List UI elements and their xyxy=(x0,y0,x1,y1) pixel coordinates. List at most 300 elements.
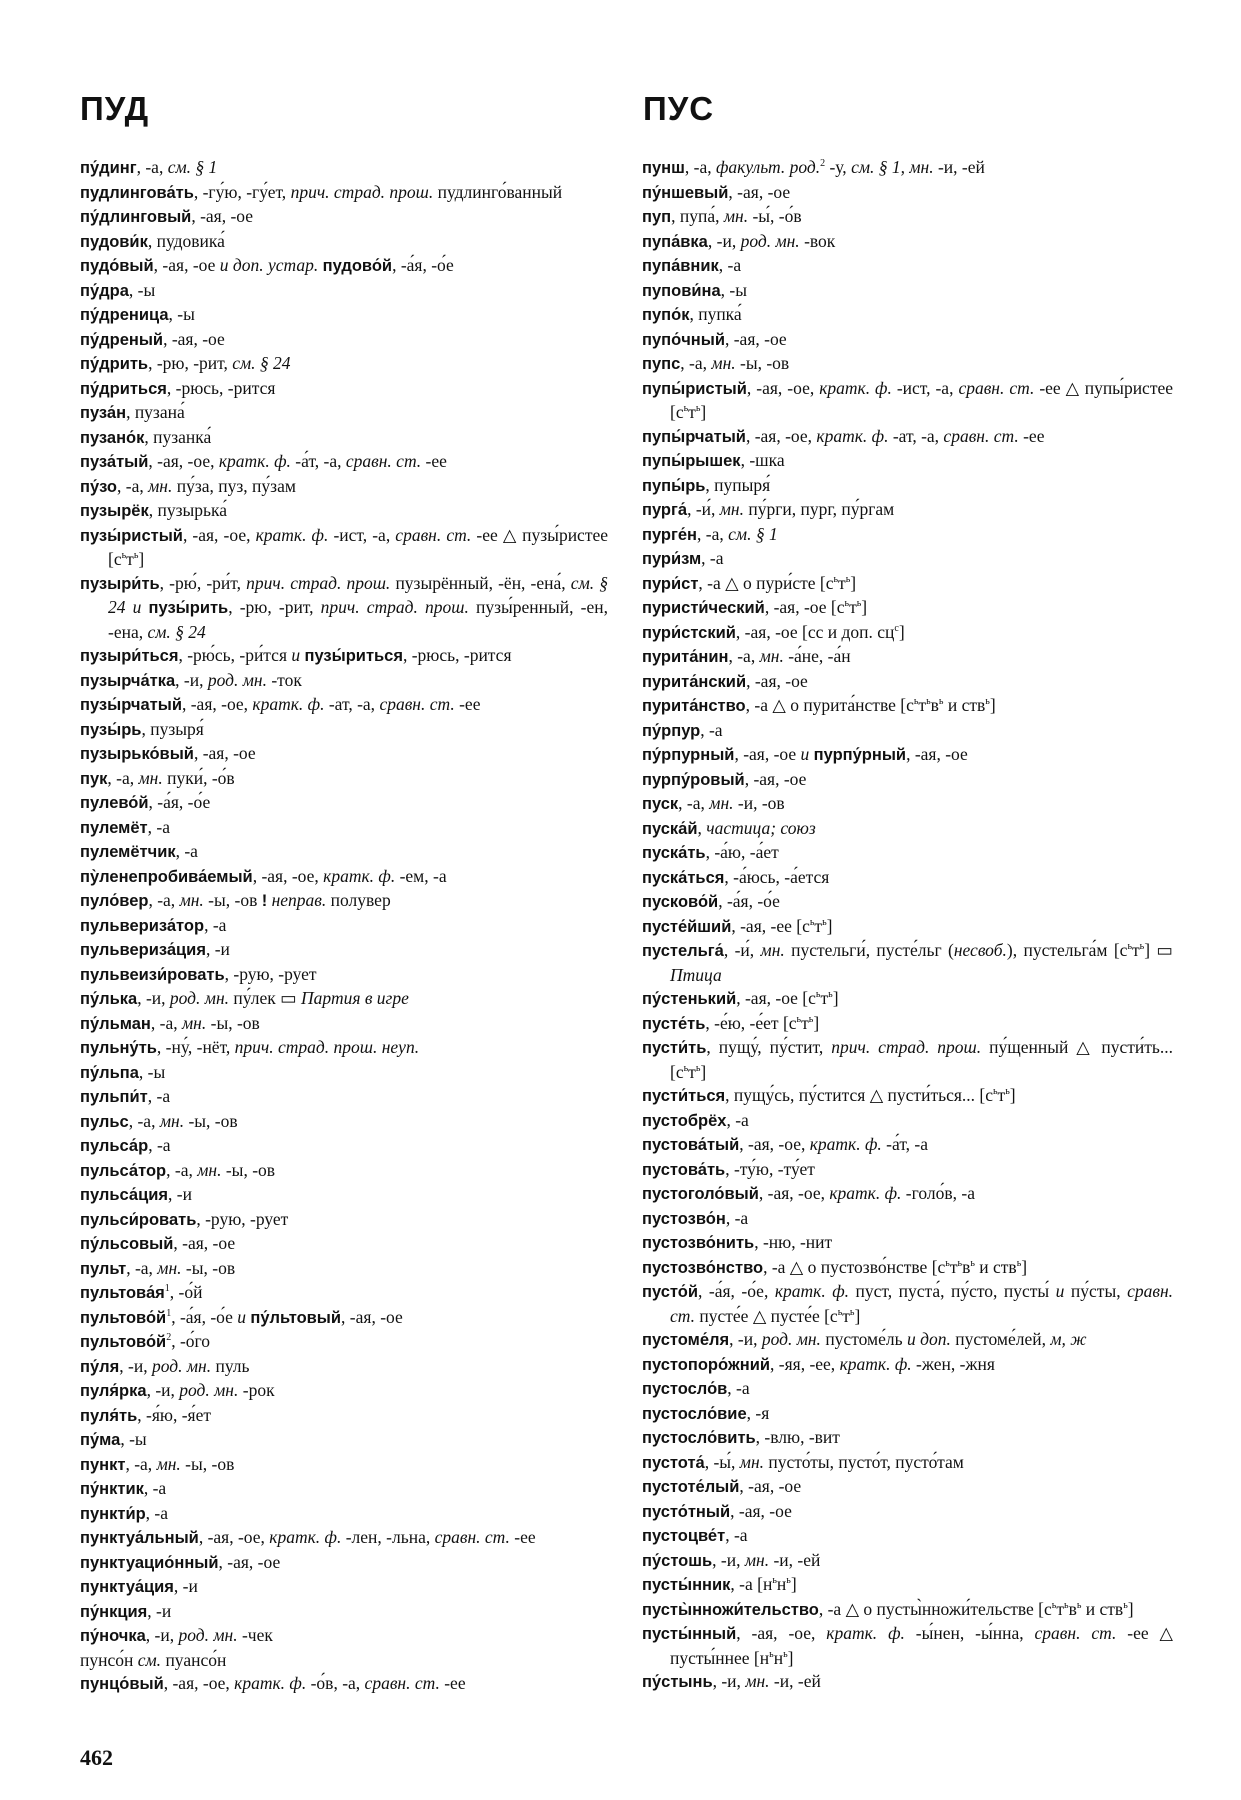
headword: пудови́к xyxy=(80,232,148,251)
dictionary-entry xyxy=(80,1208,608,1233)
dictionary-entry xyxy=(80,1428,608,1453)
entry-text: , -ая, -ое, xyxy=(746,377,820,398)
entry-text: пустоме́лей, xyxy=(950,1329,1051,1349)
grammar-note: прич. страд. прош. xyxy=(246,572,391,593)
entry-text: пу́лек ▭ xyxy=(229,988,302,1008)
headword: пульса́тор xyxy=(80,1161,167,1180)
entry-text: пузырённый, -ён, -ена́, xyxy=(390,572,571,593)
superscript: ь xyxy=(796,1013,802,1025)
headword: пу́рпур xyxy=(642,721,701,740)
grammar-note: кратк. ф. xyxy=(829,1183,902,1203)
entry-text: , -ы xyxy=(120,1429,147,1449)
headword: пузы́рчатый xyxy=(80,696,182,714)
dictionary-entry xyxy=(642,1012,1173,1037)
entry-text: , -а xyxy=(145,1502,169,1523)
grammar-note: и xyxy=(1055,1281,1065,1301)
headword: пупс xyxy=(642,355,681,373)
entry-text: -а́не, -а́н xyxy=(783,646,851,666)
entry-text: ] xyxy=(700,1061,707,1082)
headword: пу́ма xyxy=(80,1431,121,1449)
entry-text: -ы, -ов xyxy=(203,890,262,910)
superscript: 2 xyxy=(820,158,826,170)
entry-text: , -ая, -ое xyxy=(341,1306,403,1327)
entry-text: , -а xyxy=(718,255,742,275)
dictionary-entry xyxy=(642,328,1173,353)
entry-text: , -и, xyxy=(146,1380,180,1400)
grammar-note: род. мн. xyxy=(740,230,800,251)
dictionary-entry xyxy=(80,1232,608,1257)
grammar-note: сравн. ст. xyxy=(364,1673,440,1693)
entry-text: , -а, xyxy=(128,1110,160,1131)
grammar-note: мн. xyxy=(709,793,734,813)
entry-text: ] xyxy=(1127,1598,1134,1619)
headword: пункт xyxy=(80,1455,126,1474)
headword: пу́зо xyxy=(80,477,118,496)
grammar-note: сравн. ст. xyxy=(670,1281,1173,1326)
grammar-note: м, ж xyxy=(1050,1329,1087,1349)
entry-text: т xyxy=(688,402,696,422)
dictionary-entry xyxy=(642,719,1173,744)
grammar-note: сравн. ст. xyxy=(958,377,1035,398)
entry-text: -ы, -ов xyxy=(181,1257,236,1278)
dictionary-entry xyxy=(80,450,608,475)
headword: пу́льпа xyxy=(80,1063,139,1082)
entry-text: т xyxy=(918,695,927,715)
entry-text: т xyxy=(1056,1598,1064,1619)
dictionary-entry xyxy=(80,1453,608,1478)
headword: пулемётчик xyxy=(80,843,176,861)
dictionary-entry xyxy=(642,768,1173,793)
entry-text: , -а xyxy=(726,1109,749,1130)
headword: пурге́н xyxy=(642,525,698,544)
headword: пусто́тный xyxy=(642,1502,731,1521)
entry-text: , -и, xyxy=(712,1549,745,1570)
grammar-note: мн. xyxy=(197,1159,222,1180)
superscript: ь xyxy=(1139,941,1145,953)
entry-text: -ы, -ов xyxy=(206,1012,260,1033)
dictionary-entry xyxy=(80,1183,608,1208)
headword: пуля́ть xyxy=(80,1406,138,1425)
dictionary-entry xyxy=(80,987,608,1012)
dictionary-entry xyxy=(642,1280,1173,1328)
entry-text: пуль xyxy=(211,1355,250,1376)
dictionary-entry xyxy=(642,1598,1173,1623)
dictionary-entry xyxy=(642,1207,1173,1232)
entry-text: -ее xyxy=(439,1673,466,1693)
entry-text: , xyxy=(697,817,707,838)
entry-text: пу́за, пуз, пу́зам xyxy=(172,475,296,496)
dictionary-entry xyxy=(642,1328,1173,1353)
dictionary-entry xyxy=(642,841,1173,866)
entry-text: , пущу́, пу́стит, xyxy=(706,1037,832,1057)
grammar-note: сравн. ст. xyxy=(345,451,422,471)
headword: пуск xyxy=(642,795,679,813)
entry-text: , -рю, -рит, xyxy=(148,353,233,373)
dictionary-entry xyxy=(642,1524,1173,1549)
entry-text: , -ая, -ое, xyxy=(745,425,817,446)
entry-text: т xyxy=(842,1305,850,1326)
dictionary-entry xyxy=(80,963,608,988)
entry-text: -ее xyxy=(509,1527,536,1547)
dictionary-entry xyxy=(642,890,1173,915)
headword: пуза́н xyxy=(80,404,127,422)
dictionary-entry xyxy=(642,621,1173,646)
superscript: ь xyxy=(121,550,127,562)
dictionary-entry xyxy=(80,791,608,816)
dictionary-entry xyxy=(642,645,1173,670)
dictionary-entry xyxy=(642,1109,1173,1134)
headword: пусте́йший xyxy=(642,917,732,936)
dictionary-entry xyxy=(80,1281,608,1306)
entry-text: -о́в, -а, xyxy=(306,1673,365,1693)
dictionary-entry xyxy=(80,816,608,841)
superscript: 2 xyxy=(166,1332,172,1344)
grammar-note: см. § 1, мн. xyxy=(851,157,934,177)
entry-text: , -и, xyxy=(175,669,208,690)
entry-text: , -а, xyxy=(150,1012,183,1033)
headword: пусто́й xyxy=(642,1283,698,1301)
grammar-note: кратк. ф. xyxy=(816,425,889,446)
entry-text: ] xyxy=(832,988,839,1008)
entry-text: , пузана́ xyxy=(126,402,185,422)
entry-text: -ее △ пупы́ристее [с xyxy=(670,377,1174,422)
dictionary-entry xyxy=(80,1551,608,1576)
entry-text: , пудовика́ xyxy=(147,230,225,251)
grammar-note: род. мн. xyxy=(179,1380,239,1400)
entry-text: ] xyxy=(790,1574,797,1594)
headword: пустосло́вить xyxy=(642,1429,756,1447)
grammar-note: род. мн. xyxy=(169,988,230,1008)
entry-text: , -а xyxy=(701,548,724,568)
entry-text: -ее xyxy=(454,694,481,714)
headword: пу́дреный xyxy=(80,330,164,349)
dictionary-entry xyxy=(80,524,608,572)
headword: пу́льтовый xyxy=(250,1308,342,1327)
dictionary-entry xyxy=(80,718,608,743)
dictionary-entry xyxy=(80,401,608,426)
entry-text: -ист, -а, xyxy=(328,524,396,545)
dictionary-entry xyxy=(642,474,1173,499)
grammar-note: род. мн. xyxy=(207,669,267,690)
dictionary-entry xyxy=(80,205,608,230)
grammar-note: кратк. ф. xyxy=(826,1623,905,1643)
entry-text: , -и́, xyxy=(687,499,720,519)
superscript: ь xyxy=(1005,1086,1010,1098)
entry-text: , -я xyxy=(746,1402,770,1423)
dictionary-entry xyxy=(642,254,1173,279)
entry-text: -лен, -льна, xyxy=(341,1527,435,1547)
headword: пультово́й xyxy=(80,1308,167,1327)
entry-text: -ист, -а, xyxy=(891,377,959,398)
entry-text: ] xyxy=(861,597,868,617)
grammar-note: прич. страд. прош. xyxy=(290,181,434,202)
superscript: ь xyxy=(1076,1599,1082,1611)
grammar-note: сравн. ст. xyxy=(943,425,1019,446)
grammar-note: факульт. род. xyxy=(715,157,821,177)
grammar-note: кратк. ф. xyxy=(269,1527,342,1547)
dictionary-entry xyxy=(642,1036,1173,1084)
entry-text: , -а́я, -о́е xyxy=(171,1306,238,1327)
entry-text: , -ая, -ое xyxy=(906,744,968,764)
dictionary-entry xyxy=(642,1622,1173,1670)
headword: пусты̀нножи́тельство xyxy=(642,1600,819,1619)
dictionary-entry xyxy=(80,1061,608,1086)
dictionary-entry xyxy=(80,938,608,963)
entry-text: , -а, xyxy=(126,1257,158,1278)
entry-text: , -а, xyxy=(107,767,139,788)
entry-text: , -а xyxy=(204,914,227,935)
headword: пу́ншевый xyxy=(642,183,729,202)
headword: пупы́ристый xyxy=(642,379,747,398)
headword: пу́нктик xyxy=(80,1480,144,1498)
dictionary-entry xyxy=(80,693,608,718)
entry-text: , -е́ю, -е́ет [с xyxy=(705,1012,797,1033)
entry-text: , -а xyxy=(147,816,170,837)
running-head-left: ПУД xyxy=(80,90,150,127)
superscript: ь xyxy=(833,573,839,585)
dictionary-entry xyxy=(80,669,608,694)
headword: пурга́ xyxy=(642,501,688,519)
headword: пурпу́рный xyxy=(813,746,907,764)
headword: пупа́вка xyxy=(642,232,708,251)
grammar-note: сравн. ст. xyxy=(1034,1623,1117,1643)
entry-text: , -ну́, -нёт, xyxy=(156,1037,235,1057)
superscript: ь xyxy=(849,1306,855,1318)
entry-text: , -а́я, -о́е xyxy=(148,792,211,812)
dictionary-entry xyxy=(642,572,1173,597)
entry-text: , -ая, -ое xyxy=(173,1233,236,1253)
grammar-note: см. xyxy=(137,1649,162,1670)
entry-text: , -рую, -рует xyxy=(196,1208,289,1229)
dictionary-entry xyxy=(642,1670,1173,1695)
headword: пустозво́нство xyxy=(642,1258,764,1277)
grammar-note: см. § 24 xyxy=(147,621,206,642)
dictionary-entry xyxy=(642,1256,1173,1281)
headword: пузы́риться xyxy=(304,647,403,665)
dictionary-entry xyxy=(80,914,608,939)
superscript: ь xyxy=(845,573,851,585)
entry-text: -жен, -жня xyxy=(911,1353,995,1374)
entry-text: , пущу́сь, пу́стится △ пусти́ться... [с xyxy=(725,1085,993,1105)
entry-text: , -ню, -нит xyxy=(754,1232,833,1252)
dictionary-entry xyxy=(80,279,608,304)
entry-text: , -а́я, -о́е xyxy=(392,255,454,275)
headword: пульс xyxy=(80,1112,129,1131)
entry-text: , -ая, -ое [с xyxy=(764,597,845,617)
dictionary-entry xyxy=(642,939,1173,987)
dictionary-entry xyxy=(80,1526,608,1551)
headword: пусты́нник xyxy=(642,1576,731,1594)
headword: пультово́й xyxy=(80,1333,167,1351)
headword: пуло́вер xyxy=(80,892,149,910)
dictionary-entry xyxy=(80,230,608,255)
dictionary-entry xyxy=(80,1330,608,1355)
entry-text: , -ая, -ое xyxy=(724,328,787,349)
entry-text: -и, -ей xyxy=(933,157,985,177)
entry-text: -а́т, -а, xyxy=(290,451,346,471)
entry-text: , -а [н xyxy=(730,1574,773,1594)
dictionary-entry xyxy=(642,987,1173,1012)
dictionary-entry xyxy=(642,377,1173,425)
entry-text: , -ая, -ое, xyxy=(181,694,253,714)
superscript: ь xyxy=(809,916,815,928)
headword: пук xyxy=(80,769,108,788)
headword: пустельга́ xyxy=(642,942,724,960)
entry-text: ] xyxy=(138,549,145,569)
superscript: ь xyxy=(970,1257,975,1269)
entry-text: , -ая, -ое, xyxy=(163,1673,235,1693)
entry-text: т xyxy=(949,1256,958,1277)
dictionary-entry xyxy=(80,328,608,353)
grammar-note: род. мн. xyxy=(178,1625,238,1645)
headword: пульвериза́ция xyxy=(80,941,206,959)
dictionary-entry xyxy=(80,181,608,206)
entry-text: пудлинго́ванный xyxy=(433,181,563,202)
entry-text: , пупа́, xyxy=(671,206,724,226)
dictionary-entry xyxy=(642,449,1173,474)
grammar-note: кратк. ф. xyxy=(809,1134,882,1154)
headword: пупо́к xyxy=(642,306,690,324)
superscript: ь xyxy=(783,1648,788,1660)
entry-text: , -ая, -ое, xyxy=(148,451,219,471)
entry-text: -ее xyxy=(1018,425,1045,446)
entry-text: в xyxy=(930,695,939,715)
headword: пуза́тый xyxy=(80,453,149,471)
entry-text: -голо́в, -а xyxy=(901,1183,975,1203)
running-head-right: ПУС xyxy=(643,90,715,127)
entry-text: , -а xyxy=(147,1086,171,1106)
entry-text: т xyxy=(801,1012,809,1033)
dictionary-entry xyxy=(80,742,608,767)
entry-text: ] xyxy=(854,1305,861,1326)
headword: пустоме́ля xyxy=(642,1331,730,1349)
grammar-note: сравн. ст. xyxy=(434,1527,510,1547)
superscript: ь xyxy=(1123,1599,1128,1611)
dictionary-entry xyxy=(80,1624,608,1649)
grammar-note: мн. xyxy=(157,1257,182,1278)
superscript: ь xyxy=(772,1575,777,1587)
headword: пусты́нный xyxy=(642,1625,737,1643)
headword: пуска́й xyxy=(642,819,698,838)
superscript: ь xyxy=(985,696,990,708)
dictionary-entry xyxy=(80,865,608,890)
entry-text xyxy=(141,597,148,617)
entry-text: -ат, -а, xyxy=(888,425,944,446)
headword: пустова́тый xyxy=(642,1136,740,1154)
headword: пу́льсовый xyxy=(80,1235,174,1253)
headword: пульвеизи́ровать xyxy=(80,965,225,984)
entry-text: пунсо́н xyxy=(80,1649,138,1670)
grammar-note: мн. xyxy=(745,1671,770,1691)
entry-text: , -ы xyxy=(168,304,195,324)
grammar-note: мн. xyxy=(138,767,163,788)
superscript: ь xyxy=(856,598,862,610)
superscript: ь xyxy=(938,696,944,708)
entry-text: т xyxy=(688,1061,696,1082)
headword: пуска́ться xyxy=(642,868,725,887)
superscript: ь xyxy=(683,403,689,415)
entry-text: , -ту́ю, -ту́ет xyxy=(725,1158,815,1179)
entry-text: ] ▭ xyxy=(1144,940,1173,960)
dictionary-entry xyxy=(642,1377,1173,1402)
headword: пузыри́ть xyxy=(80,574,160,593)
dictionary-entry xyxy=(642,1084,1173,1109)
dictionary-entry xyxy=(80,1257,608,1282)
entry-text: , пупка́ xyxy=(689,304,742,324)
headword: пульса́ция xyxy=(80,1186,169,1204)
entry-text: и ств xyxy=(943,695,986,715)
headword: пу́ночка xyxy=(80,1627,146,1645)
dictionary-entry xyxy=(80,767,608,792)
dictionary-entry xyxy=(642,230,1173,255)
dictionary-entry xyxy=(80,1502,608,1527)
entry-text: , -ая, -ое, xyxy=(736,1623,827,1643)
dictionary-entry xyxy=(80,1085,608,1110)
grammar-note: мн. xyxy=(159,1110,185,1131)
headword: пузы́рь xyxy=(80,720,142,739)
headword: пупы́рышек xyxy=(642,452,741,470)
entry-text: , -ы́, xyxy=(704,1451,740,1472)
grammar-note: несвоб. xyxy=(953,940,1007,960)
headword: пустозво́нить xyxy=(642,1234,755,1252)
grammar-note: сравн. ст. xyxy=(379,694,455,714)
headword: пульвериза́тор xyxy=(80,916,205,935)
grammar-note: мн. xyxy=(148,475,173,496)
entry-text: , -ая, -ое xyxy=(730,1500,792,1521)
superscript: ь xyxy=(808,1013,814,1025)
headword: пульну́ть xyxy=(80,1039,157,1057)
grammar-note: мн. xyxy=(723,206,749,226)
entry-text: -у, xyxy=(825,157,852,177)
dictionary-entry xyxy=(80,156,608,181)
superscript: ь xyxy=(133,550,139,562)
entry-text: , -а xyxy=(725,1525,748,1545)
grammar-note: частица; союз xyxy=(706,817,816,838)
headword: пусте́ть xyxy=(642,1014,706,1033)
entry-text: , -рю, -рит, xyxy=(228,597,321,617)
headword: пудлингова́ть xyxy=(80,183,194,202)
superscript: ь xyxy=(1051,1599,1057,1611)
superscript: ь xyxy=(828,989,833,1001)
dictionary-entry xyxy=(642,694,1173,719)
entry-text: т xyxy=(820,988,829,1008)
entry-text: , -ая, -ое xyxy=(746,670,808,691)
dictionary-entry xyxy=(80,499,608,524)
entry-text: , -ая, -ое, xyxy=(198,1527,270,1547)
dictionary-entry xyxy=(642,498,1173,523)
entry-text: , -а́я, -о́е xyxy=(718,891,780,911)
grammar-note: род. мн. xyxy=(761,1329,821,1349)
entry-text: , -шка xyxy=(740,450,785,470)
entry-text: ] xyxy=(787,1647,794,1668)
dictionary-entry xyxy=(80,254,608,279)
dictionary-entry xyxy=(642,743,1173,768)
superscript: ь xyxy=(1064,1599,1069,1611)
headword: пу́стошь xyxy=(642,1551,713,1570)
entry-text: , -а, xyxy=(684,157,716,177)
grammar-note: Партия в игре xyxy=(301,988,409,1008)
entry-text: , -а xyxy=(700,719,723,740)
grammar-note: и xyxy=(291,645,301,665)
entry-text: , -рюсь, -рится xyxy=(166,377,276,398)
entry-text: -вок xyxy=(799,230,836,251)
entry-text: , -о́й xyxy=(169,1282,203,1302)
headword: пу́дрить xyxy=(80,355,149,373)
entry-text: -а́т, -а xyxy=(881,1134,928,1154)
entry-text: , -ы xyxy=(720,279,747,300)
superscript: ь xyxy=(837,1306,843,1318)
headword: пупо́чный xyxy=(642,330,725,349)
